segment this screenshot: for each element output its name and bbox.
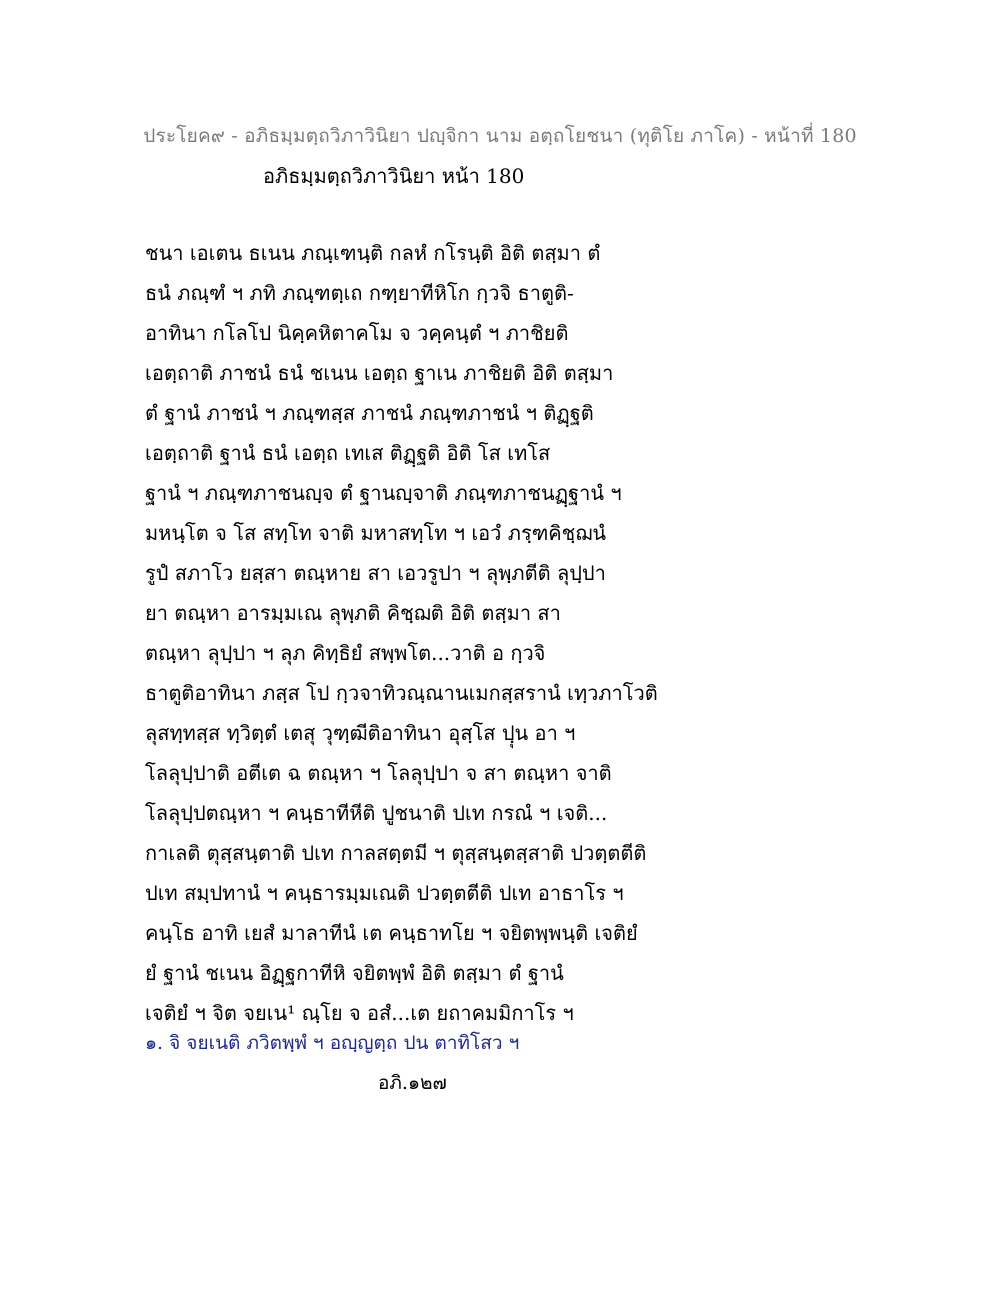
footnote: ๑. จิ จยเนติ ภวิตพฺพํ ฯ อญฺญตฺถ ปน ตาทิโสว ฯ — [145, 1032, 520, 1054]
body-line: ตณฺหา ลุปฺปา ฯ ลุภ คิทฺธิยํ สพฺพโต...วาติ อ กฺวจิ — [145, 641, 546, 665]
body-line: ยํ ฐานํ ชเนน อิฏฺฐกาทีหิ จยิตพฺพํ อิติ ตสฺมา ตํ ฐานํ — [145, 961, 564, 985]
page-reference: อภิ.๑๒๗ — [378, 1072, 447, 1094]
body-line: ตํ ฐานํ ภาชนํ ฯ ภณฺฑสฺส ภาชนํ ภณฺฑภาชนํ ฯ ติฏฺฐติ — [145, 401, 594, 425]
body-line: เจติยํ ฯ จิต จยเน¹ ณฺโย จ อสํ...เต ยถาคมมิกาโร ฯ — [145, 1001, 574, 1025]
body-line: โลลุปฺปาติ อตีเต ฉ ตณฺหา ฯ โลลุปฺปา จ สา ตณฺหา จาติ — [145, 761, 612, 785]
page-heading: อภิธมฺมตฺถวิภาวินิยา หน้า 180 — [263, 164, 525, 188]
body-line: ธนํ ภณฺฑํ ฯ ภทิ ภณฺฑตฺเถ กฑฺยาทีหิโก กฺวจิ ธาตูติ- — [145, 281, 574, 305]
body-line: เอตฺถาติ ฐานํ ธนํ เอตฺถ เทเส ติฏฺฐติ อิติ โส เทโส — [145, 441, 551, 465]
body-line: เอตฺถาติ ภาชนํ ธนํ ชเนน เอตฺถ ฐาเน ภาชิยติ อิติ ตสฺมา — [145, 361, 614, 385]
body-line: อาทินา กโลโป นิคฺคหิตาคโม จ วคฺคนฺตํ ฯ ภาชิยติ — [145, 321, 569, 345]
body-line: ลุสทฺทสฺส ทฺวิตฺตํ เตสุ วุฑฺฒีติอาทินา อุสฺโส ปฺุน อา ฯ — [145, 721, 576, 745]
body-line: ปเท สมฺปทานํ ฯ คนฺธารมฺมเณติ ปวตฺตตีติ ปเท อาธาโร ฯ — [145, 881, 624, 905]
body-line: ฐานํ ฯ ภณฺฑภาชนญฺจ ตํ ฐานญฺจาติ ภณฺฑภาชนฏฺฐานํ ฯ — [145, 481, 622, 505]
body-line: คนฺโธ อาทิ เยสํ มาลาทีนํ เต คนฺธาทโย ฯ จยิตพฺพนฺติ เจติยํ — [145, 921, 638, 945]
body-line: รูปํ สภาโว ยสฺสา ตณฺหาย สา เอวรูปา ฯ ลุพฺภตีติ ลุปฺปา — [145, 561, 606, 585]
body-text — [145, 233, 865, 1033]
body-line: ชนา เอเตน ธเนน ภณฺเฑนฺติ กลหํ กโรนฺติ อิติ ตสฺมา ตํ — [145, 241, 601, 265]
body-line: กาเลติ ตุสฺสนฺตาติ ปเท กาลสตฺตมี ฯ ตุสฺสนฺตสฺสาติ ปวตฺตตีติ — [145, 841, 647, 865]
body-line: ยา ตณฺหา อารมฺมเณ ลุพฺภติ คิชฺฌติ อิติ ตสฺมา สา — [145, 601, 561, 625]
body-line: โลลุปฺปตณฺหา ฯ คนฺธาทีหีติ ปูชนาติ ปเท กรณํ ฯ เจติ... — [145, 801, 608, 825]
running-head: ประโยค๙ - อภิธมฺมตฺถวิภาวินิยา ปญฺจิกา นาม อตฺถโยชนา (ทุติโย ภาโค) - หน้าที่ 180 — [143, 125, 857, 147]
body-line: มหนฺโต จ โส สทฺโท จาติ มหาสทฺโท ฯ เอวํ ภรฺฑคิชฺฌนํ — [145, 521, 607, 545]
body-line: ธาตูติอาทินา ภสฺส โป กฺวจาทิวณฺณานเมกสฺสรานํ เทฺวภาโวติ — [145, 681, 658, 705]
